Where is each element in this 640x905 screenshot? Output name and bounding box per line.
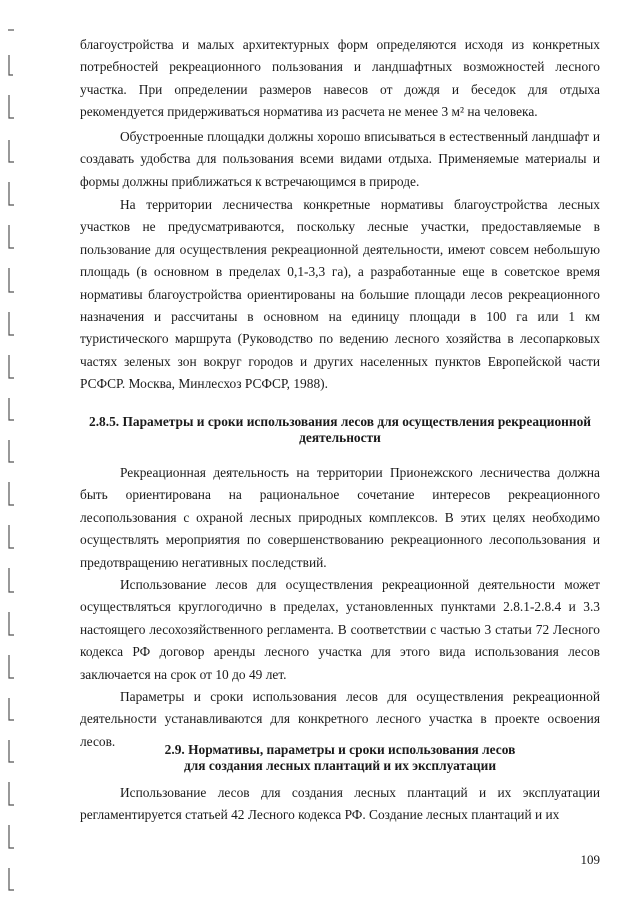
section-2-8-5-heading-line2: деятельности [299, 430, 381, 445]
section-2-8-5-paragraph-3: Параметры и сроки использования лесов для осуществления рекреационной деятельности устанавливаются для конкретного лесного участка в проекте освоения лесов. [80, 689, 600, 749]
paragraph-top-2: Обустроенные площадки должны хорошо вписываться в естественный ландшафт и создавать удобства для пользования всеми видами отдыха. Применяемые материалы и формы должны приближаться к встречающимся в природе. [80, 129, 600, 189]
section-2-9-paragraph-1: Использование лесов для создания лесных плантаций и их эксплуатации регламентируется статьей 42 Лесного кодекса РФ. Создание лесных плантаций и их [80, 785, 600, 823]
section-2-8-5-heading-line1: 2.8.5. Параметры и сроки использования лесов для осуществления рекреационной [89, 414, 591, 429]
section-2-9-heading [80, 742, 600, 774]
section-2-9-heading-line2: для создания лесных плантаций и их эксплуатации [183, 758, 497, 773]
page-number: 109 [580, 852, 600, 867]
section-2-9-heading-line1: 2.9. Нормативы, параметры и сроки использования лесов [164, 742, 516, 757]
paragraph-top-1: благоустройства и малых архитектурных форм определяются исходя из конкретных потребностей рекреационного пользования и ландшафтных возможностей лесного участка. При определении размеров навесов от дождя и беседок для отдыха рекомендуется придерживаться норматива из расчета не менее 3 м² на человека. [80, 37, 600, 120]
paragraph-top-3: На территории лесничества конкретные нормативы благоустройства лесных участков не предусматриваются, поскольку лесные участки, предоставляемые в пользование для осуществления рекреационной деятельности, имеют совсем небольшую площадь (в основном в пределах 0,1-3,3 га), а разработанные еще в советское время нормативы благоустройства ориентированы на большие площади лесов рекреационного назначения и рассчитаны в основном на единицу площади в 100 га или 1 км туристического маршрута (Руководство по ведению лесного хозяйства в лесопарковых частях зеленых зон вокруг городов и других населенных пунктов Европейской части РСФСР. Москва, Минлесхоз РСФСР, 1988). [80, 197, 600, 392]
section-2-8-5-paragraph-2: Использование лесов для осуществления рекреационной деятельности может осуществляться круглогодично в пределах, установленных пунктами 2.8.1-2.8.4 и 3.3 настоящего лесохозяйственного регламента. В соответствии с частью 3 статьи 72 Лесного кодекса РФ договор аренды лесного участка для этого вида использования лесов заключается на срок от 10 до 49 лет. [80, 577, 600, 682]
section-2-8-5-paragraph-1: Рекреационная деятельность на территории Прионежского лесничества должна быть ориентирована на рациональное сочетание интересов рекреационного лесопользования с охраной лесных природных комплексов. В этих целях необходимо осуществлять мероприятия по совершенствованию рекреационного лесопользования и предотвращению негативных последствий. [80, 465, 600, 570]
binding-marks [0, 0, 22, 905]
section-2-8-5-heading [80, 414, 600, 446]
